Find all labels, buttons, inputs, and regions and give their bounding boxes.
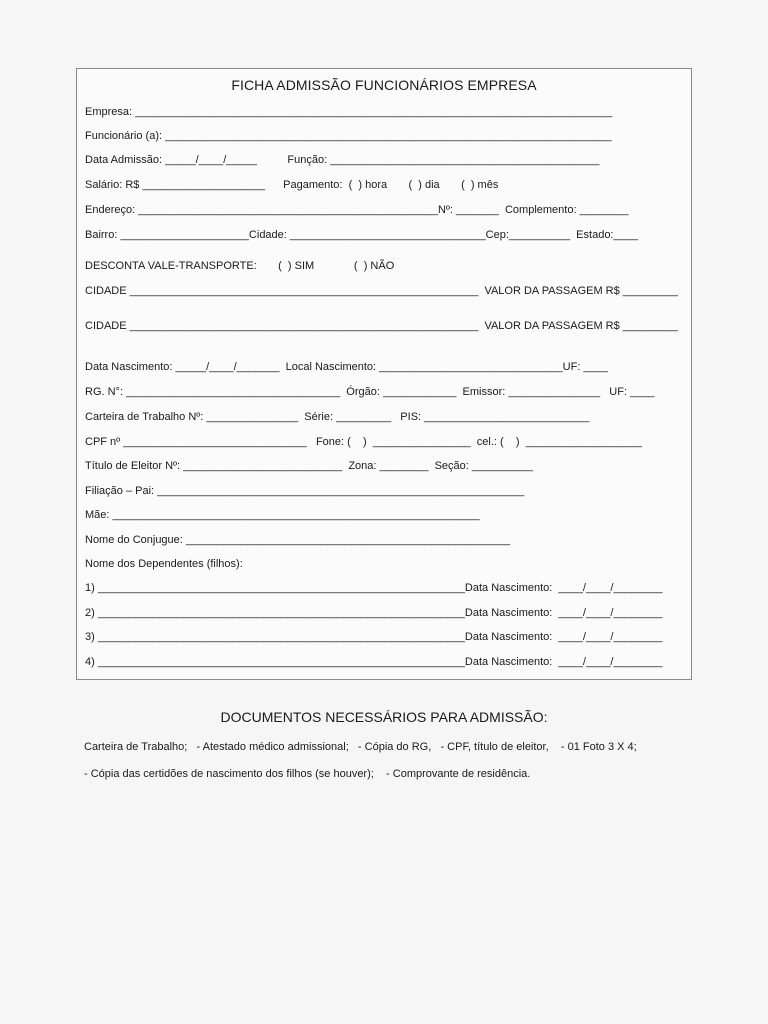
field-titulo-eleitor[interactable]: Título de Eleitor Nº: __________________________ Zona: ________ Seção: __________ [85,460,534,472]
field-conjugue[interactable]: Nome do Conjugue: _____________________________________________________ [85,534,511,546]
field-carteira-trabalho[interactable]: Carteira de Trabalho Nº: _______________ Série: _________ PIS: ___________________________ [85,411,590,423]
admission-form [76,68,692,680]
dependentes-label: Nome dos Dependentes (filhos): [85,558,243,570]
field-mae[interactable]: Mãe: ____________________________________________________________ [85,509,480,521]
field-nascimento[interactable]: Data Nascimento: _____/____/_______ Local Nascimento: ______________________________UF: ____ [85,361,608,373]
field-bairro-cidade[interactable]: Bairro: _____________________Cidade: ________________________________Cep:__________ Estado:____ [85,229,638,241]
field-dependente-4[interactable]: 4) ____________________________________________________________Data Nascimento: ____/____/________ [85,656,663,668]
field-empresa[interactable]: Empresa: ______________________________________________________________________________ [85,106,613,118]
field-vale-transporte[interactable]: DESCONTA VALE-TRANSPORTE: ( ) SIM ( ) NÃO [85,260,395,272]
documents-title: DOCUMENTOS NECESSÁRIOS PARA ADMISSÃO: [220,709,548,725]
documents-line-1: Carteira de Trabalho; - Atestado médico admissional; - Cópia do RG, - CPF, título de eleitor, - 01 Foto 3 X 4; [84,741,637,753]
field-filiacao-pai[interactable]: Filiação – Pai: ____________________________________________________________ [85,485,525,497]
field-dependente-1[interactable]: 1) ____________________________________________________________Data Nascimento: ____/____/________ [85,582,663,594]
field-endereco[interactable]: Endereço: _________________________________________________Nº: _______ Complemento: ________ [85,204,629,216]
field-cpf-fone[interactable]: CPF nº ______________________________ Fone: ( ) ________________ cel.: ( ) ___________________ [85,436,642,448]
documents-line-2: - Cópia das certidões de nascimento dos filhos (se houver); - Comprovante de residência. [84,768,531,780]
field-cidade-passagem-2[interactable]: CIDADE _________________________________________________________ VALOR DA PASSAGEM R$ _________ [85,320,678,332]
field-rg[interactable]: RG. N°: ___________________________________ Órgão: ____________ Emissor: _______________ UF: ____ [85,386,655,398]
field-dependente-2[interactable]: 2) ____________________________________________________________Data Nascimento: ____/____/________ [85,607,663,619]
field-dependente-3[interactable]: 3) ____________________________________________________________Data Nascimento: ____/____/________ [85,631,663,643]
field-salario-pagamento[interactable]: Salário: R$ ____________________ Pagamento: ( ) hora ( ) dia ( ) mês [85,179,499,191]
form-title: FICHA ADMISSÃO FUNCIONÁRIOS EMPRESA [231,77,537,93]
field-funcionario[interactable]: Funcionário (a): _________________________________________________________________________ [85,130,612,142]
field-cidade-passagem-1[interactable]: CIDADE _________________________________________________________ VALOR DA PASSAGEM R$ _________ [85,285,678,297]
field-admissao-funcao[interactable]: Data Admissão: _____/____/_____ Função: ____________________________________________ [85,154,600,166]
